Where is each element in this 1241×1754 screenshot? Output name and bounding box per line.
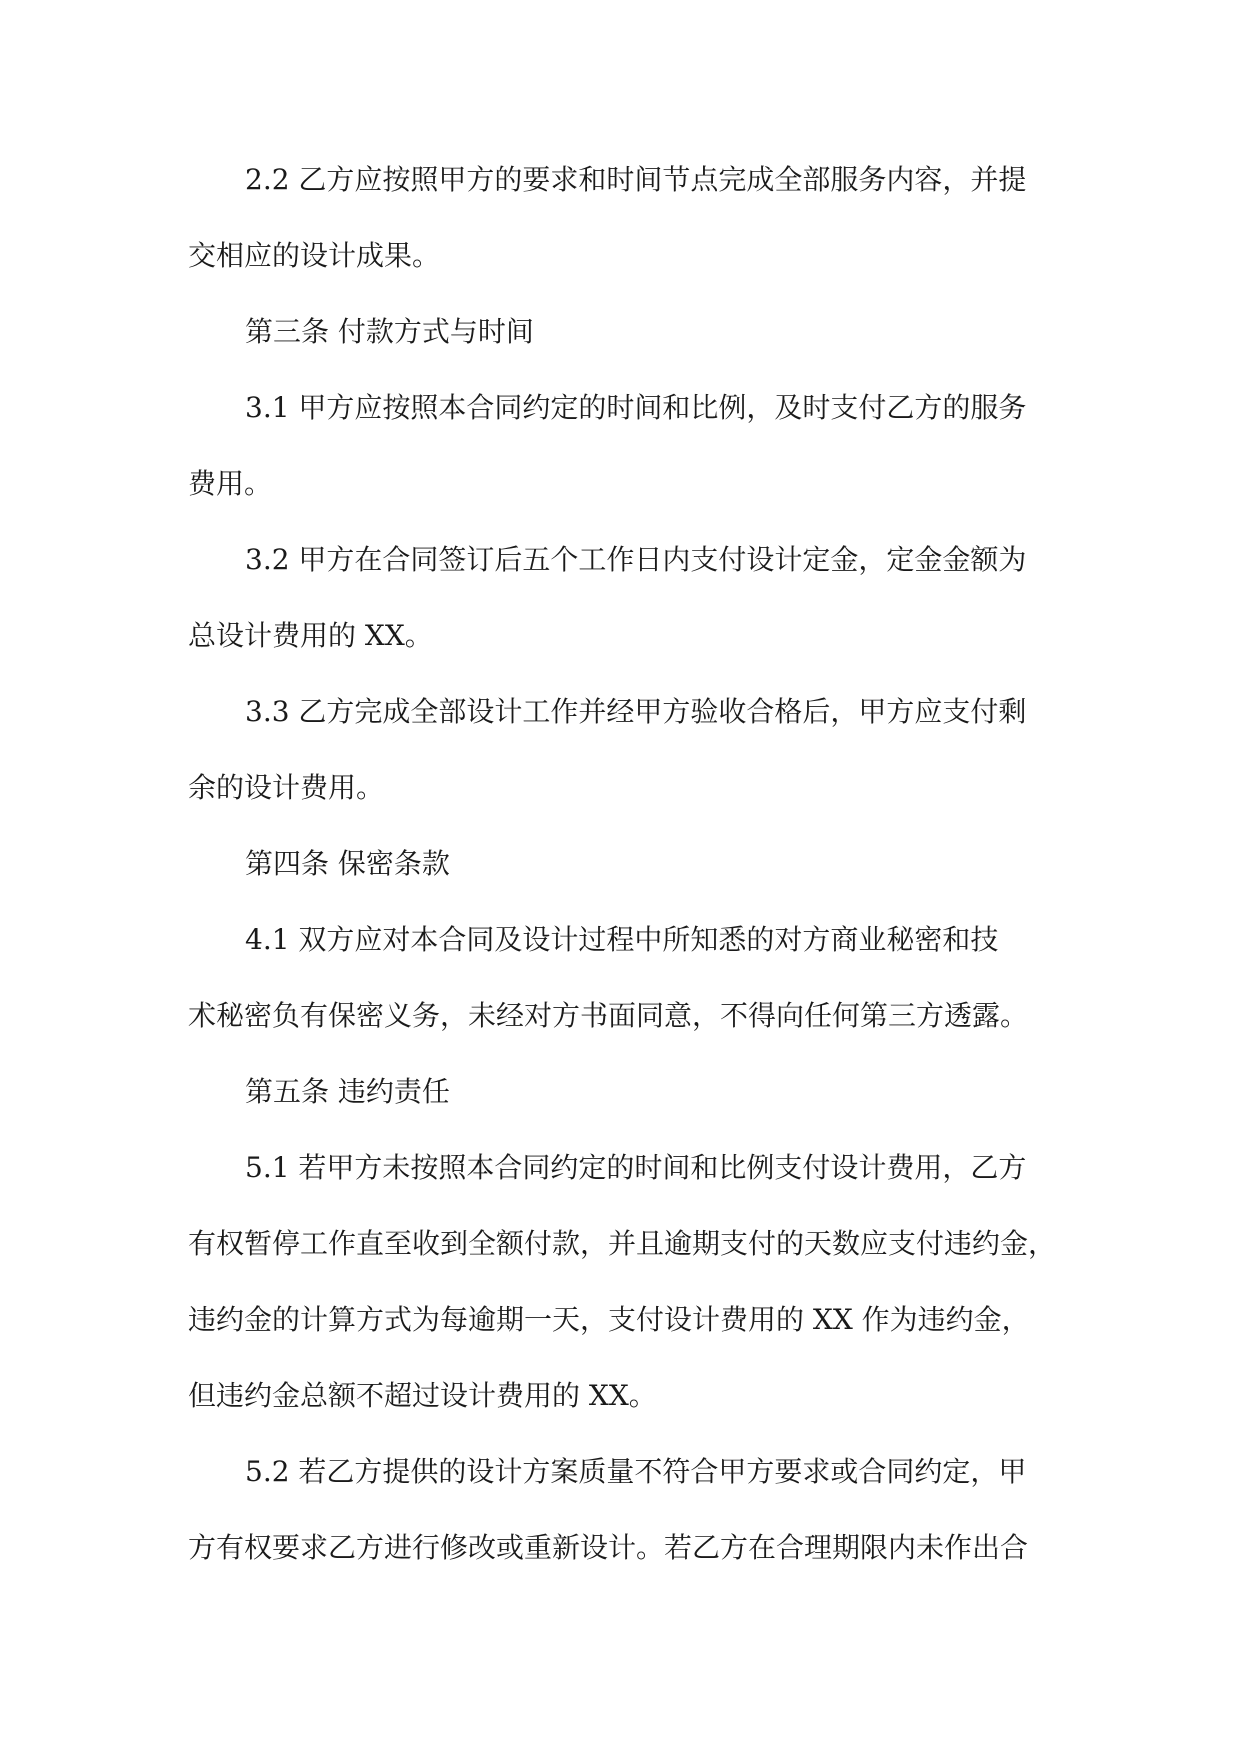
document-body: [188, 142, 1057, 1586]
clause-5-2-line-1: 5.2 若乙方提供的设计方案质量不符合甲方要求或合同约定，甲: [245, 1455, 1027, 1488]
clause-3-1-line-1: 3.1 甲方应按照本合同约定的时间和比例，及时支付乙方的服务: [245, 391, 1027, 424]
clause-2-2-line-2: 交相应的设计成果。: [188, 239, 441, 272]
clause-3-3-line-1: 3.3 乙方完成全部设计工作并经甲方验收合格后，甲方应支付剩: [245, 695, 1027, 728]
clause-5-1-line-1: 5.1 若甲方未按照本合同约定的时间和比例支付设计费用，乙方: [245, 1151, 1027, 1184]
clause-3-1-line-2: 费用。: [188, 467, 273, 500]
clause-3-2-line-1: 3.2 甲方在合同签订后五个工作日内支付设计定金，定金金额为: [245, 543, 1027, 576]
clause-3-3-line-2: 余的设计费用。: [188, 771, 385, 804]
article-3-heading: 第三条 付款方式与时间: [245, 315, 534, 348]
article-4-heading: 第四条 保密条款: [245, 847, 450, 880]
clause-4-1-line-1: 4.1 双方应对本合同及设计过程中所知悉的对方商业秘密和技: [245, 923, 999, 956]
clause-4-1-line-2: 术秘密负有保密义务，未经对方书面同意，不得向任何第三方透露。: [188, 999, 1029, 1032]
article-5-heading: 第五条 违约责任: [245, 1075, 450, 1108]
clause-5-1-line-3: 违约金的计算方式为每逾期一天，支付设计费用的 XX 作为违约金，: [188, 1303, 1030, 1336]
clause-3-2-line-2: 总设计费用的 XX。: [188, 619, 433, 652]
clause-5-1-line-2: 有权暂停工作直至收到全额付款，并且逾期支付的天数应支付违约金，: [188, 1227, 1057, 1260]
clause-2-2-line-1: 2.2 乙方应按照甲方的要求和时间节点完成全部服务内容，并提: [245, 163, 1027, 196]
clause-5-1-line-4: 但违约金总额不超过设计费用的 XX。: [188, 1379, 657, 1412]
clause-5-2-line-2: 方有权要求乙方进行修改或重新设计。若乙方在合理期限内未作出合: [188, 1531, 1029, 1564]
